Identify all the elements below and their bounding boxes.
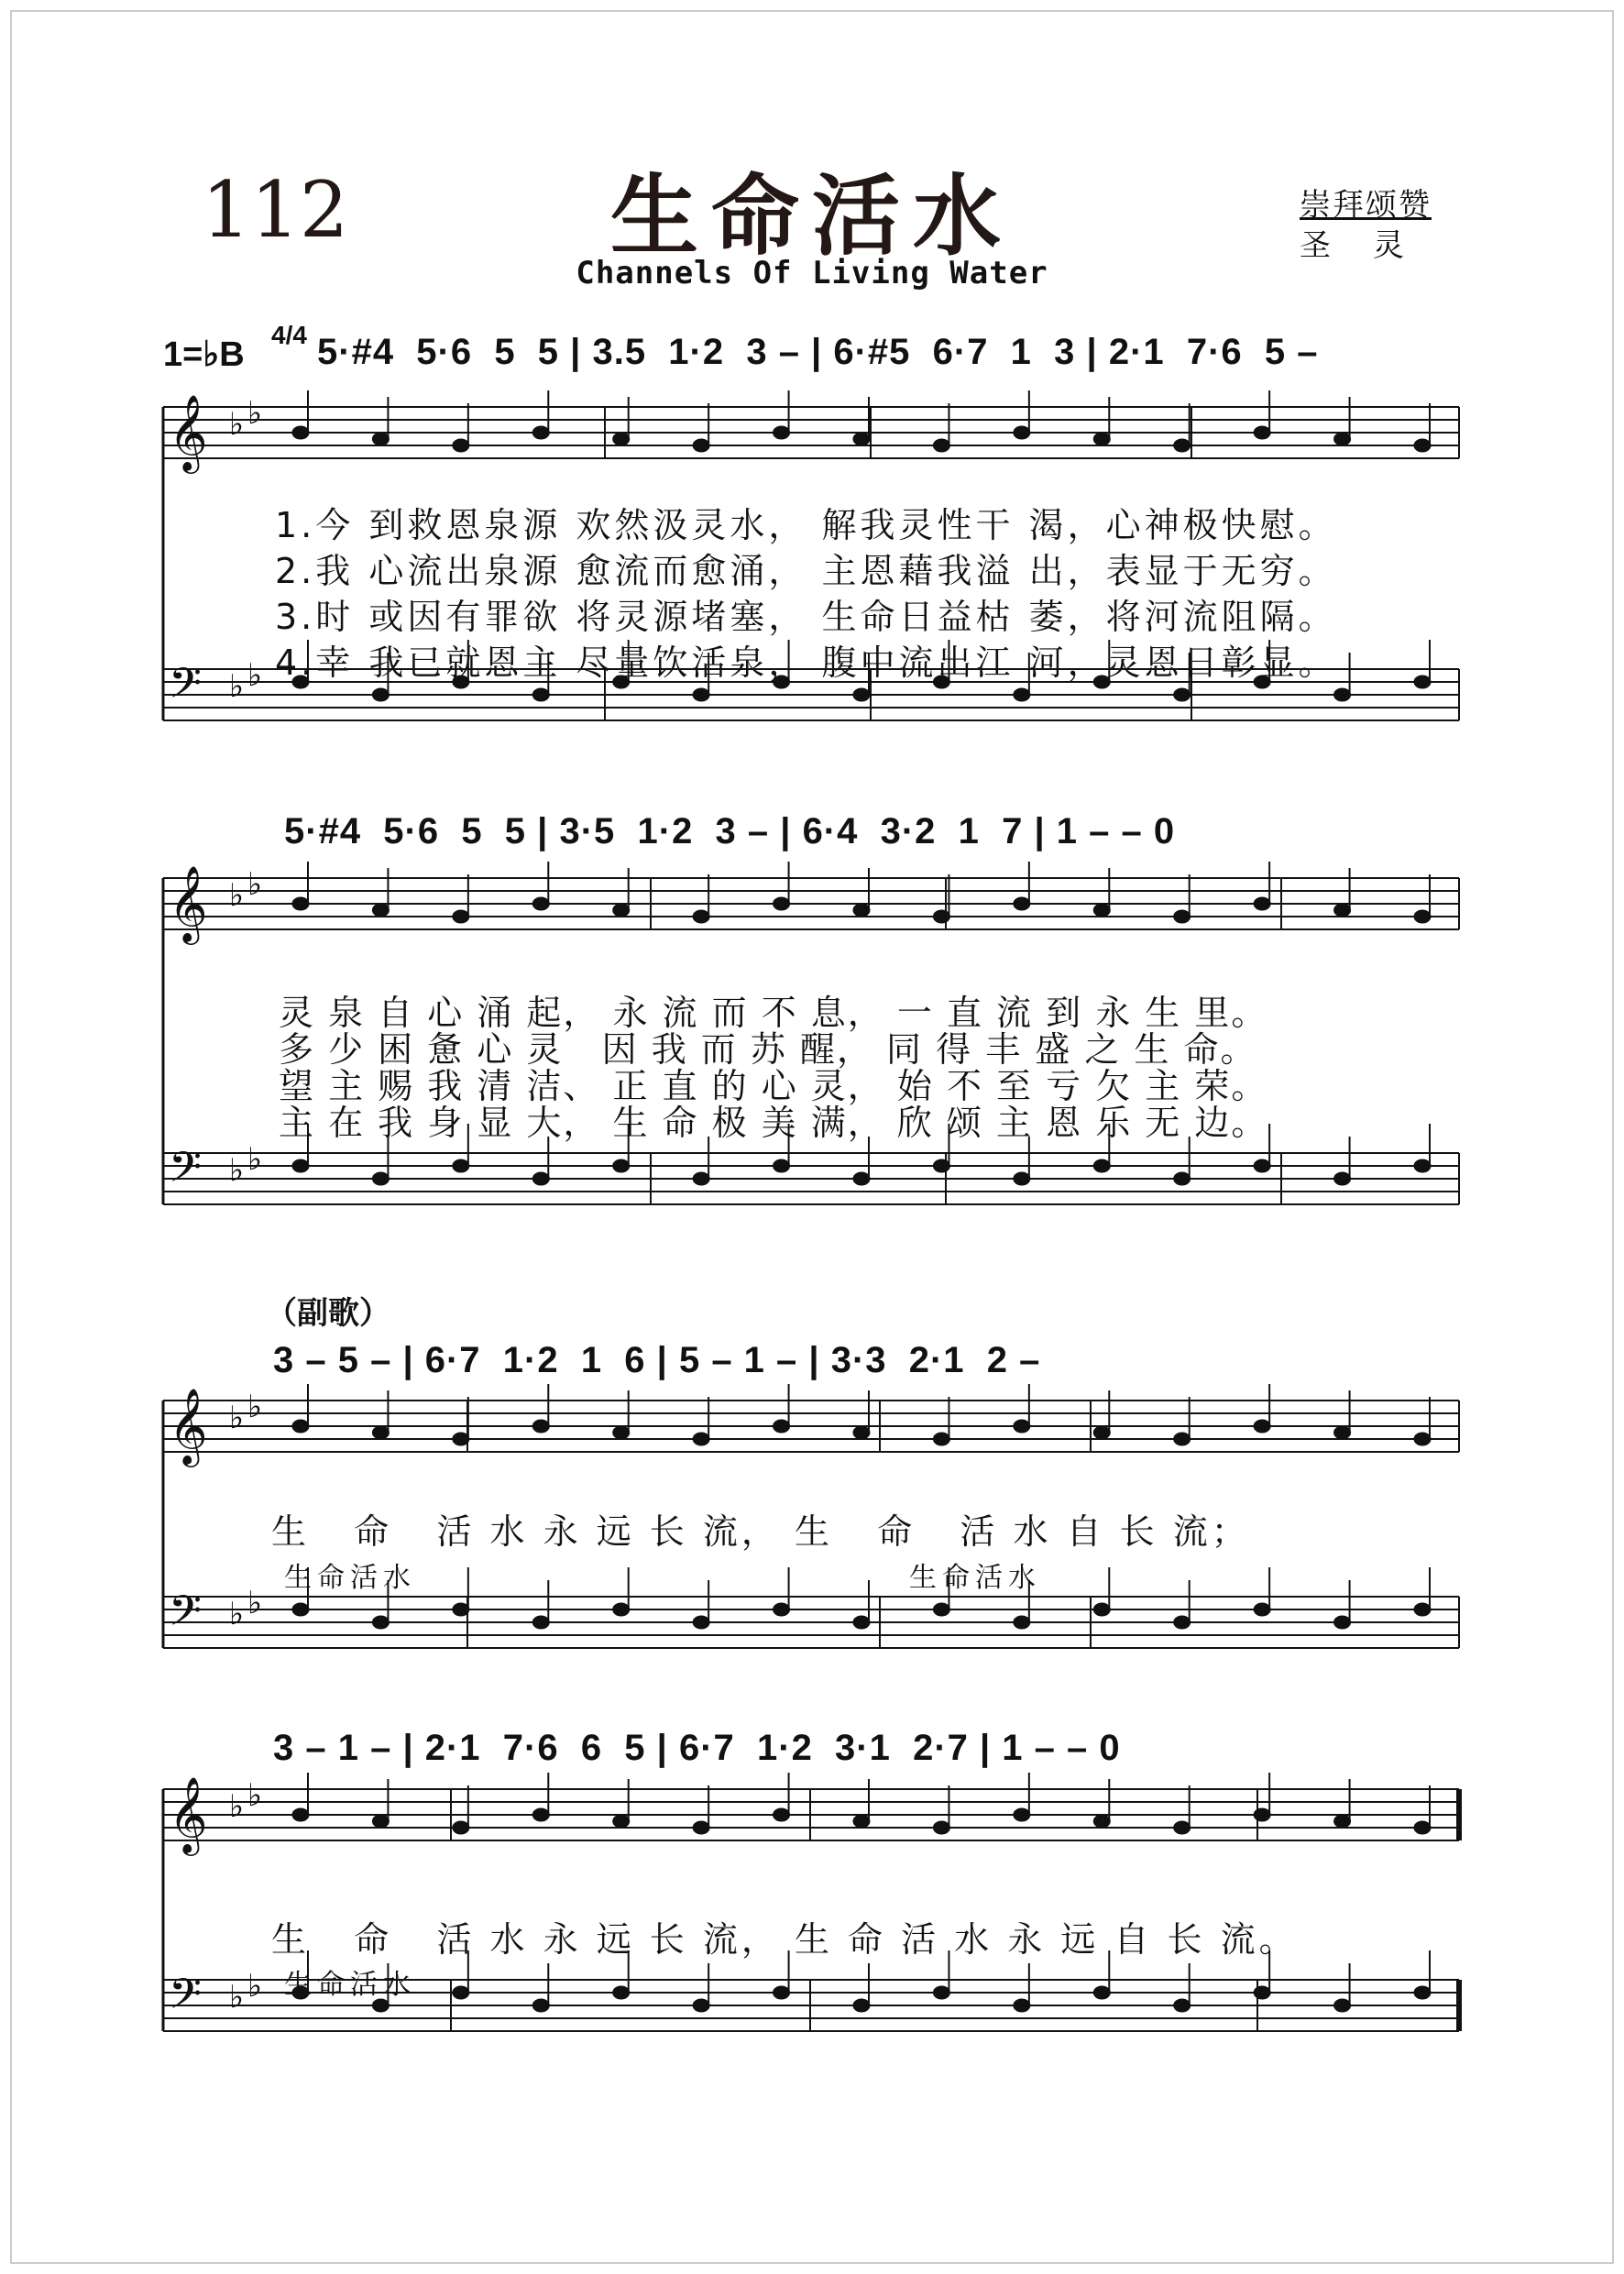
note-head	[532, 426, 549, 439]
flat-icon: ♭	[247, 1777, 263, 1814]
treble-clef-icon: 𝄞	[169, 864, 208, 941]
note-head	[693, 688, 709, 701]
note-head	[532, 1172, 549, 1185]
note-head	[292, 426, 309, 439]
note-head	[1014, 688, 1030, 701]
verse-1-line-b: 灵 泉 自 心 涌 起， 永 流 而 不 息， 一 直 流 到 永 生 里。	[279, 993, 1268, 1033]
bass-clef-icon: 𝄢	[169, 1970, 203, 2029]
note-head	[1093, 904, 1110, 917]
flat-icon: ♭	[229, 668, 245, 705]
bass-clef-icon: 𝄢	[169, 1143, 203, 1203]
note-head	[1414, 1986, 1431, 1999]
note-head	[1254, 897, 1270, 910]
note-head	[1414, 1159, 1431, 1172]
note-head	[532, 1999, 549, 2012]
note-head	[372, 1815, 389, 1828]
note-head	[292, 897, 309, 910]
note-head	[532, 1616, 549, 1629]
note-head	[933, 1433, 949, 1445]
jianpu-line-1: 5·#4 5·6 5 5 | 3.5 1·2 3 – | 6·#5 6·7 1 3 | 2·1 7·6 5 –	[317, 332, 1319, 372]
note-head	[453, 910, 469, 923]
bass-clef-icon: 𝄢	[169, 1587, 203, 1646]
note-head	[292, 1603, 309, 1616]
note-head	[853, 1616, 870, 1629]
hymn-category: 崇拜颂赞	[1300, 187, 1432, 224]
flat-icon: ♭	[247, 657, 263, 694]
note-head	[933, 1159, 949, 1172]
verse-4-line-b: 主 在 我 身 显 大， 生 命 极 美 满， 欣 颂 主 恩 乐 无 边。	[279, 1103, 1268, 1143]
flat-icon: ♭	[247, 1141, 263, 1178]
verse-4-line-a: 4.幸 我已就恩主 尽量饮活泉， 腹中流出江 河，灵恩日彰显。	[275, 643, 1337, 683]
note-head	[693, 439, 709, 452]
note-head	[1334, 433, 1351, 445]
note-head	[1414, 1821, 1431, 1834]
note-head	[372, 1616, 389, 1629]
hymn-subtitle: Channels Of Living Water	[576, 255, 1048, 291]
note-head	[1174, 1821, 1191, 1834]
note-head	[693, 1616, 709, 1629]
jianpu-line-4: 3 – 1 – | 2·1 7·6 6 5 | 6·7 1·2 3·1 2·7 | 1 – – 0	[273, 1728, 1121, 1768]
note-head	[1174, 688, 1191, 701]
note-head	[1254, 1159, 1270, 1172]
note-head	[853, 433, 870, 445]
jianpu-line-3: 3 – 5 – | 6·7 1·2 1 6 | 5 – 1 – | 3·3 2·1 2 –	[273, 1340, 1041, 1380]
note-head	[1014, 1808, 1030, 1821]
note-head	[933, 1986, 949, 1999]
refrain-bass-1a: 生命活水	[284, 1562, 416, 1594]
note-head	[774, 1159, 790, 1172]
note-head	[1334, 1999, 1351, 2012]
note-head	[1093, 1426, 1110, 1439]
note-head	[613, 904, 630, 917]
note-head	[693, 1821, 709, 1834]
note-head	[1014, 1999, 1030, 2012]
verse-2-line-b: 多 少 困 惫 心 灵 因 我 而 苏 醒， 同 得 丰 盛 之 生 命。	[279, 1029, 1257, 1070]
note-head	[933, 439, 949, 452]
flat-icon: ♭	[247, 1968, 263, 2005]
note-head	[774, 1603, 790, 1616]
note-head	[1014, 1172, 1030, 1185]
note-head	[613, 433, 630, 445]
flat-icon: ♭	[247, 1389, 263, 1425]
treble-clef-icon: 𝄞	[169, 1775, 208, 1852]
note-head	[372, 1426, 389, 1439]
refrain-line-1: 生 命 活 水 永 远 长 流， 生 命 活 水 自 长 流；	[271, 1511, 1250, 1552]
note-head	[1093, 1159, 1110, 1172]
flat-icon: ♭	[247, 1585, 263, 1621]
note-head	[693, 1433, 709, 1445]
note-head	[613, 1986, 630, 1999]
flat-icon: ♭	[229, 406, 245, 443]
note-head	[1254, 1603, 1270, 1616]
note-head	[1093, 1603, 1110, 1616]
note-head	[853, 1172, 870, 1185]
note-head	[532, 688, 549, 701]
note-head	[774, 1986, 790, 1999]
note-head	[1414, 439, 1431, 452]
note-head	[1334, 1616, 1351, 1629]
note-head	[292, 1159, 309, 1172]
refrain-label: （副歌）	[266, 1295, 390, 1332]
note-head	[372, 688, 389, 701]
note-head	[774, 1808, 790, 1821]
verse-2-line-a: 2.我 心流出泉源 愈流而愈涌， 主恩藉我溢 出，表显于无穷。	[275, 551, 1337, 591]
note-head	[453, 439, 469, 452]
note-head	[453, 1821, 469, 1834]
note-head	[693, 1999, 709, 2012]
hymn-credit: 圣灵	[1300, 227, 1446, 264]
time-signature: 4/4	[271, 321, 307, 349]
refrain-bass-2: 生命活水	[284, 1969, 416, 2001]
note-head	[853, 1426, 870, 1439]
note-head	[1093, 1815, 1110, 1828]
note-head	[1093, 1986, 1110, 1999]
note-head	[1254, 1420, 1270, 1433]
note-head	[1093, 433, 1110, 445]
note-head	[372, 904, 389, 917]
note-head	[1014, 1616, 1030, 1629]
note-head	[613, 1159, 630, 1172]
note-head	[453, 1433, 469, 1445]
note-head	[453, 1986, 469, 1999]
key-signature: 1=♭B	[163, 335, 245, 374]
note-head	[1254, 1808, 1270, 1821]
refrain-line-2: 生 命 活 水 永 远 长 流， 生 命 活 水 永 远 自 长 流。	[271, 1919, 1298, 1960]
note-head	[1014, 897, 1030, 910]
flat-icon: ♭	[229, 1400, 245, 1436]
note-head	[1174, 1616, 1191, 1629]
bass-clef-icon: 𝄢	[169, 659, 203, 719]
note-head	[1334, 1426, 1351, 1439]
note-head	[933, 1603, 949, 1616]
note-head	[1414, 1603, 1431, 1616]
note-head	[532, 1808, 549, 1821]
note-head	[1174, 1172, 1191, 1185]
note-head	[1014, 426, 1030, 439]
note-head	[1174, 1999, 1191, 2012]
note-head	[1174, 910, 1191, 923]
verse-3-line-a: 3.时 或因有罪欲 将灵源堵塞， 生命日益枯 萎，将河流阻隔。	[275, 597, 1337, 637]
jianpu-line-2: 5·#4 5·6 5 5 | 3·5 1·2 3 – | 6·4 3·2 1 7 | 1 – – 0	[284, 811, 1176, 851]
note-head	[933, 1821, 949, 1834]
note-head	[853, 688, 870, 701]
note-head	[1414, 1433, 1431, 1445]
note-head	[774, 897, 790, 910]
note-head	[1414, 676, 1431, 688]
note-head	[1254, 426, 1270, 439]
flat-icon: ♭	[229, 877, 245, 914]
note-head	[532, 1420, 549, 1433]
note-head	[933, 910, 949, 923]
note-head	[372, 433, 389, 445]
note-head	[292, 1420, 309, 1433]
flat-icon: ♭	[229, 1596, 245, 1632]
note-head	[774, 426, 790, 439]
note-head	[372, 1172, 389, 1185]
note-head	[453, 1159, 469, 1172]
flat-icon: ♭	[247, 866, 263, 903]
note-head	[1334, 904, 1351, 917]
treble-clef-icon: 𝄞	[169, 393, 208, 470]
note-head	[613, 1815, 630, 1828]
note-head	[1334, 1815, 1351, 1828]
treble-clef-icon: 𝄞	[169, 1387, 208, 1464]
flat-icon: ♭	[247, 395, 263, 432]
flat-icon: ♭	[229, 1788, 245, 1825]
note-head	[853, 1815, 870, 1828]
note-head	[1334, 1172, 1351, 1185]
note-head	[1254, 1986, 1270, 1999]
flat-icon: ♭	[229, 1979, 245, 2016]
hymn-title: 生命活水	[610, 165, 1014, 268]
note-head	[774, 1420, 790, 1433]
hymn-number: 112	[202, 165, 349, 255]
note-head	[1174, 439, 1191, 452]
note-head	[532, 897, 549, 910]
note-head	[693, 1172, 709, 1185]
verse-3-line-b: 望 主 赐 我 清 洁、 正 直 的 心 灵， 始 不 至 亏 欠 主 荣。	[279, 1066, 1268, 1106]
note-head	[453, 1603, 469, 1616]
note-head	[1334, 688, 1351, 701]
refrain-bass-1b: 生命活水	[909, 1562, 1041, 1594]
verse-1-line-a: 1.今 到救恩泉源 欢然汲灵水， 解我灵性干 渴，心神极快慰。	[275, 505, 1337, 545]
note-head	[693, 910, 709, 923]
note-head	[853, 1999, 870, 2012]
note-head	[613, 1603, 630, 1616]
flat-icon: ♭	[229, 1152, 245, 1189]
note-head	[613, 1426, 630, 1439]
note-head	[853, 904, 870, 917]
note-head	[1174, 1433, 1191, 1445]
note-head	[1014, 1420, 1030, 1433]
note-head	[1414, 910, 1431, 923]
note-head	[292, 1808, 309, 1821]
